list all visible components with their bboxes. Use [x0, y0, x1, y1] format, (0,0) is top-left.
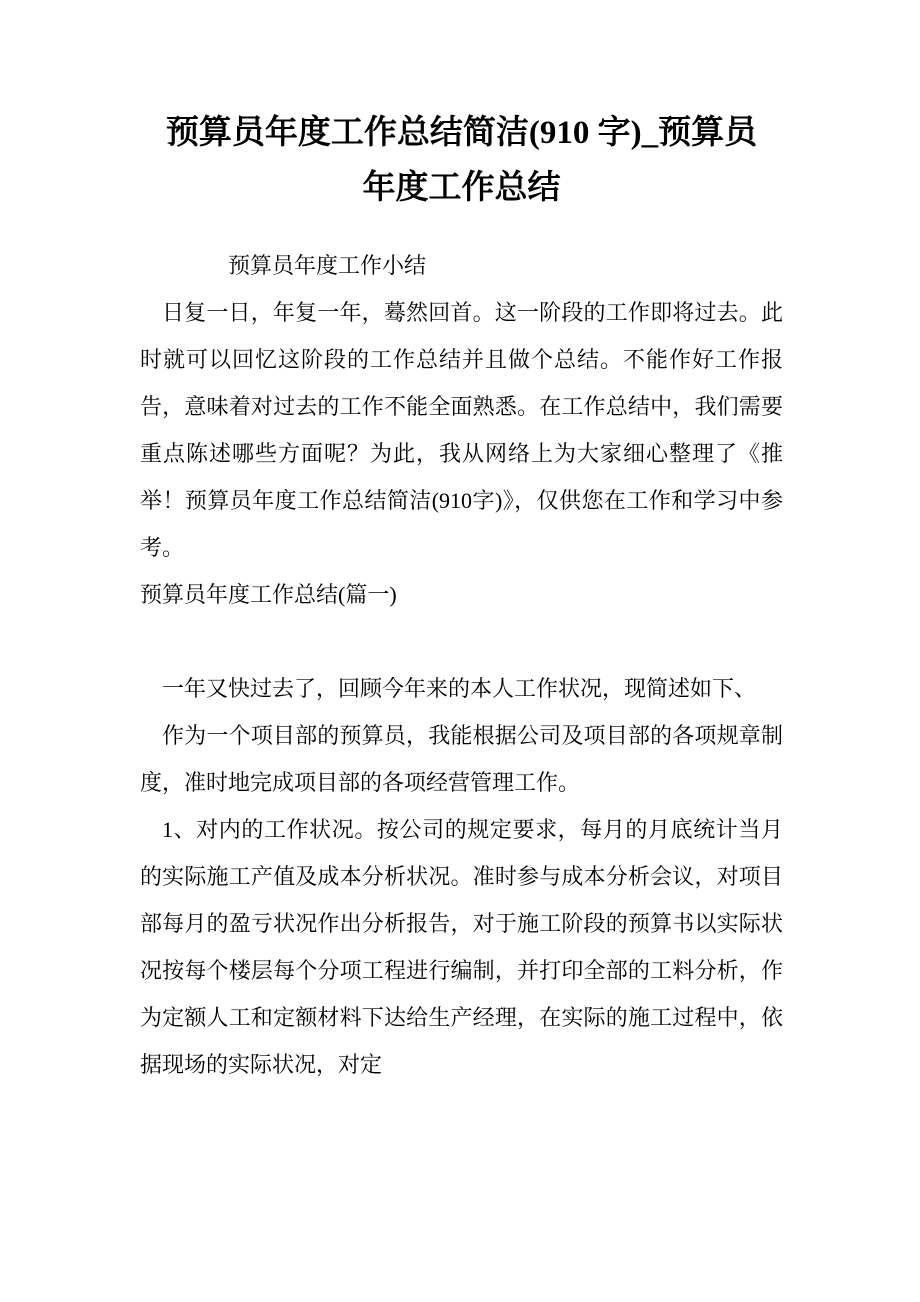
paragraph: 预算员年度工作小结: [228, 253, 427, 278]
paragraph: [140, 618, 783, 665]
paragraph: 1、对内的工作状况。按公司的规定要求，每月的月底统计当月的实际施工产值及成本分析状况。准时参与成本分析会议，对项目部每月的盈亏状况作出分析报告，对于施工阶段的预算书以实际状况按每个楼层每个分项工程进行编制，并打印全部的工料分析，作为定额人工和定额材料下达给生产经理，在实际的施工过程中，依据现场的实际状况，对定: [140, 817, 783, 1077]
paragraph: 作为一个项目部的预算员，我能根据公司及项目部的各项规章制度，准时地完成项目部的各项经营管理工作。: [140, 723, 783, 795]
paragraphs: [140, 242, 783, 1088]
document-title: 预算员年度工作总结简洁(910 字)_预算员年度工作总结: [165, 115, 758, 206]
paragraph: 预算员年度工作总结(篇一): [140, 582, 397, 607]
paragraph: 日复一日，年复一年，蓦然回首。这一阶段的工作即将过去。此时就可以回忆这阶段的工作总结并且做个总结。不能作好工作报告，意味着对过去的工作不能全面熟悉。在工作总结中，我们需要重点陈述哪些方面呢？为此，我从网络上为大家细心整理了《推举！预算员年度工作总结简洁(910字)》，仅供您在工作和学习中参考。: [140, 300, 783, 560]
paragraph: 一年又快过去了，回顾今年来的本人工作状况，现简述如下、: [162, 676, 757, 701]
